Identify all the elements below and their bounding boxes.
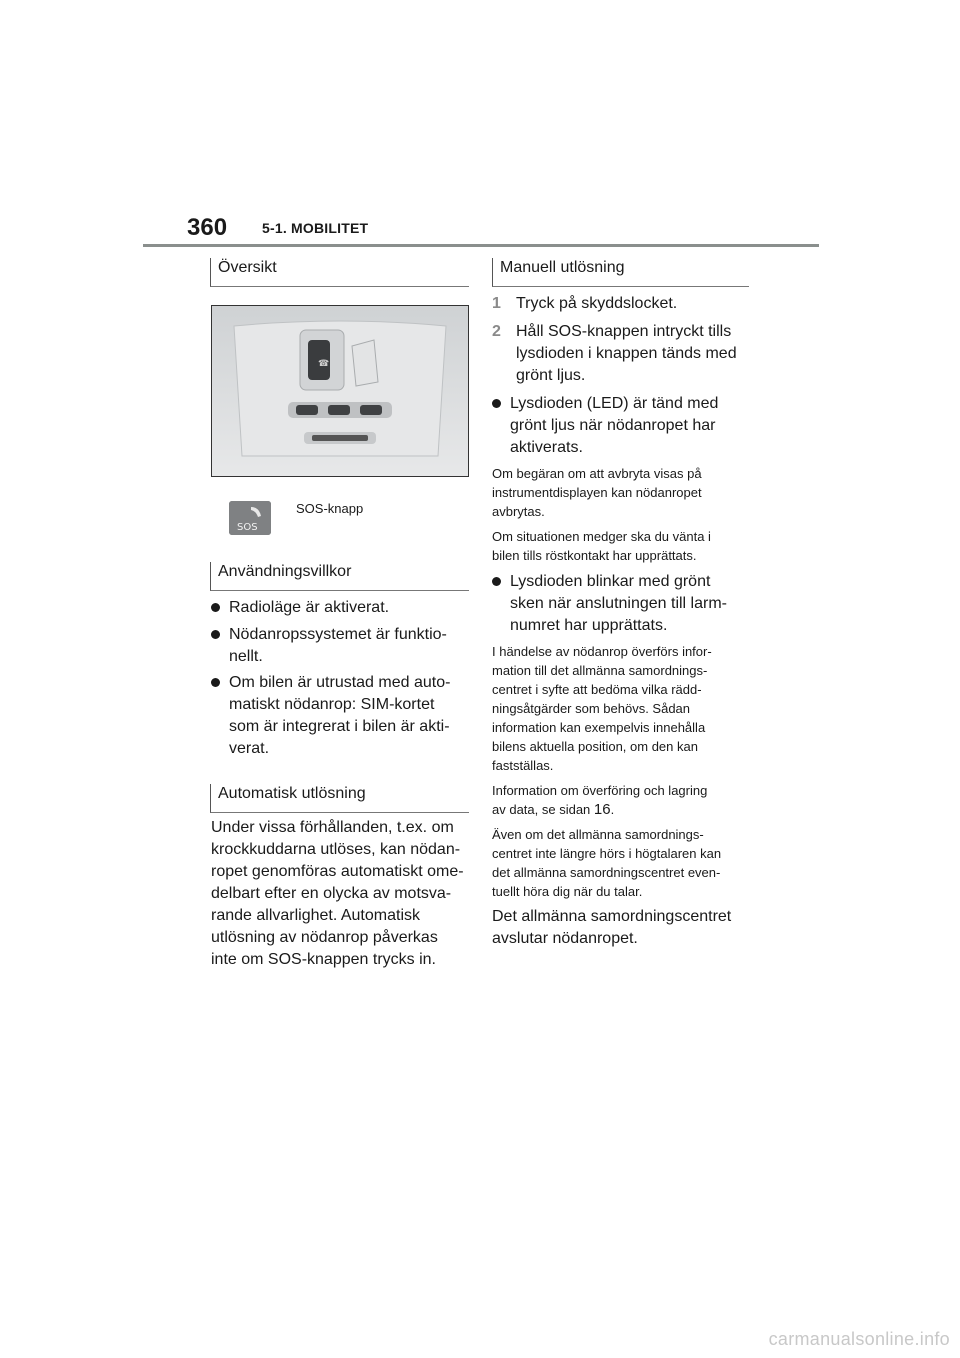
condition-line: verat. bbox=[229, 740, 270, 757]
page-number: 360 bbox=[187, 214, 228, 241]
text-line: rande allvarlighet. Automatisk bbox=[211, 907, 420, 924]
text-line: Under vissa förhållanden, t.ex. om bbox=[211, 819, 454, 836]
text-line: ropet genomföras automatiskt ome- bbox=[211, 863, 464, 880]
sos-caption: SOS-knapp bbox=[296, 501, 364, 516]
text-line: inte om SOS-knappen trycks in. bbox=[211, 951, 436, 968]
text-line: avbrytas. bbox=[492, 504, 545, 519]
text-line: Om begäran om att avbryta visas på bbox=[492, 466, 702, 481]
text-line: information kan exempelvis innehålla bbox=[492, 720, 706, 735]
text-line: bilens aktuella position, om den kan bbox=[492, 739, 698, 754]
bullet-dot bbox=[211, 678, 220, 687]
note-paragraph bbox=[492, 527, 711, 565]
sos-button-icon bbox=[229, 501, 271, 535]
sos-console-figure bbox=[211, 305, 469, 477]
text-line: Även om det allmänna samordnings- bbox=[492, 827, 704, 842]
step-number: 1 bbox=[492, 295, 501, 312]
manual-heading bbox=[492, 258, 749, 287]
manual-heading-text: Manuell utlösning bbox=[500, 259, 625, 276]
condition-line: som är integrerat i bilen är akti- bbox=[229, 718, 450, 735]
conditions-heading bbox=[210, 562, 469, 591]
condition-line: Nödanropssystemet är funktio- bbox=[229, 626, 447, 643]
text-line: Det allmänna samordningscentret bbox=[492, 908, 732, 925]
bullet-dot bbox=[211, 630, 220, 639]
info-paragraph bbox=[492, 825, 721, 901]
overview-heading-text: Översikt bbox=[218, 259, 277, 276]
text-line: Information om överföring och lagring bbox=[492, 783, 708, 798]
bullet-line: Lysdioden (LED) är tänd med bbox=[510, 395, 719, 412]
step-number: 2 bbox=[492, 323, 501, 340]
step-line: lysdioden i knappen tänds med bbox=[516, 345, 737, 362]
condition-line: matiskt nödanrop: SIM-kortet bbox=[229, 696, 435, 713]
step-line: Håll SOS-knappen intryckt tills bbox=[516, 323, 732, 340]
bullet-line: Lysdioden blinkar med grönt bbox=[510, 573, 711, 590]
text-line: det allmänna samordningscentret even- bbox=[492, 865, 721, 880]
text-line bbox=[492, 800, 707, 819]
text-line: centret i syfte att bedöma vilka rädd- bbox=[492, 682, 702, 697]
closing-paragraph bbox=[492, 906, 731, 950]
bullet-line: aktiverats. bbox=[510, 439, 583, 456]
overhead-console-illustration bbox=[212, 306, 468, 476]
text-fragment: av data, se sidan bbox=[492, 802, 594, 817]
text-line: ningsåtgärder som behövs. Sådan bbox=[492, 701, 691, 716]
step-line: grönt ljus. bbox=[516, 367, 586, 384]
info-paragraph bbox=[492, 642, 712, 775]
condition-line: nellt. bbox=[229, 648, 263, 665]
auto-heading bbox=[210, 784, 469, 813]
bullet-line: sken när anslutningen till larm- bbox=[510, 595, 727, 612]
step-item bbox=[492, 321, 737, 387]
watermark: carmanualsonline.info bbox=[768, 1329, 950, 1349]
page-reference-link[interactable]: 16 bbox=[593, 801, 611, 818]
condition-line: Radioläge är aktiverat. bbox=[229, 599, 390, 616]
bullet-dot bbox=[492, 399, 501, 408]
condition-line: Om bilen är utrustad med auto- bbox=[229, 674, 451, 691]
text-line: utlösning av nödanrop påverkas bbox=[211, 929, 438, 946]
text-line: Om situationen medger ska du vänta i bbox=[492, 529, 711, 544]
text-line: mation till det allmänna samordnings- bbox=[492, 663, 708, 678]
text-line: I händelse av nödanrop överförs infor- bbox=[492, 644, 712, 659]
status-bullet bbox=[492, 393, 718, 459]
bullet-line: grönt ljus när nödanropet har bbox=[510, 417, 716, 434]
text-line: delbart efter en olycka av motsva- bbox=[211, 885, 452, 902]
conditions-heading-text: Användningsvillkor bbox=[218, 563, 352, 580]
condition-item bbox=[211, 624, 447, 668]
section-title: 5-1. MOBILITET bbox=[262, 220, 369, 236]
text-line: avslutar nödanropet. bbox=[492, 930, 638, 947]
step-line: Tryck på skyddslocket. bbox=[516, 295, 678, 312]
svg-text:☎: ☎ bbox=[318, 359, 330, 369]
auto-heading-text: Automatisk utlösning bbox=[218, 785, 366, 802]
text-line: krockkuddarna utlöses, kan nödan- bbox=[211, 841, 461, 858]
condition-item bbox=[211, 672, 450, 760]
note-paragraph bbox=[492, 464, 702, 521]
status-bullet bbox=[492, 571, 727, 637]
data-reference-paragraph bbox=[492, 781, 707, 819]
step-item bbox=[492, 293, 677, 315]
condition-item bbox=[211, 597, 389, 619]
overview-heading bbox=[210, 258, 469, 287]
auto-paragraph bbox=[211, 817, 464, 971]
bullet-dot bbox=[492, 577, 501, 586]
sos-phone-icon bbox=[229, 501, 271, 535]
text-line: tuellt höra dig när du talar. bbox=[492, 884, 643, 899]
bullet-line: numret har upprättats. bbox=[510, 617, 668, 634]
text-fragment: . bbox=[610, 802, 615, 817]
header-rule bbox=[143, 244, 819, 247]
text-line: fastställas. bbox=[492, 758, 554, 773]
text-line: centret inte längre hörs i högtalaren kan bbox=[492, 846, 722, 861]
text-line: instrumentdisplayen kan nödanropet bbox=[492, 485, 702, 500]
svg-text:SOS: SOS bbox=[237, 522, 258, 533]
bullet-dot bbox=[211, 603, 220, 612]
text-line: bilen tills röstkontakt har upprättats. bbox=[492, 548, 697, 563]
